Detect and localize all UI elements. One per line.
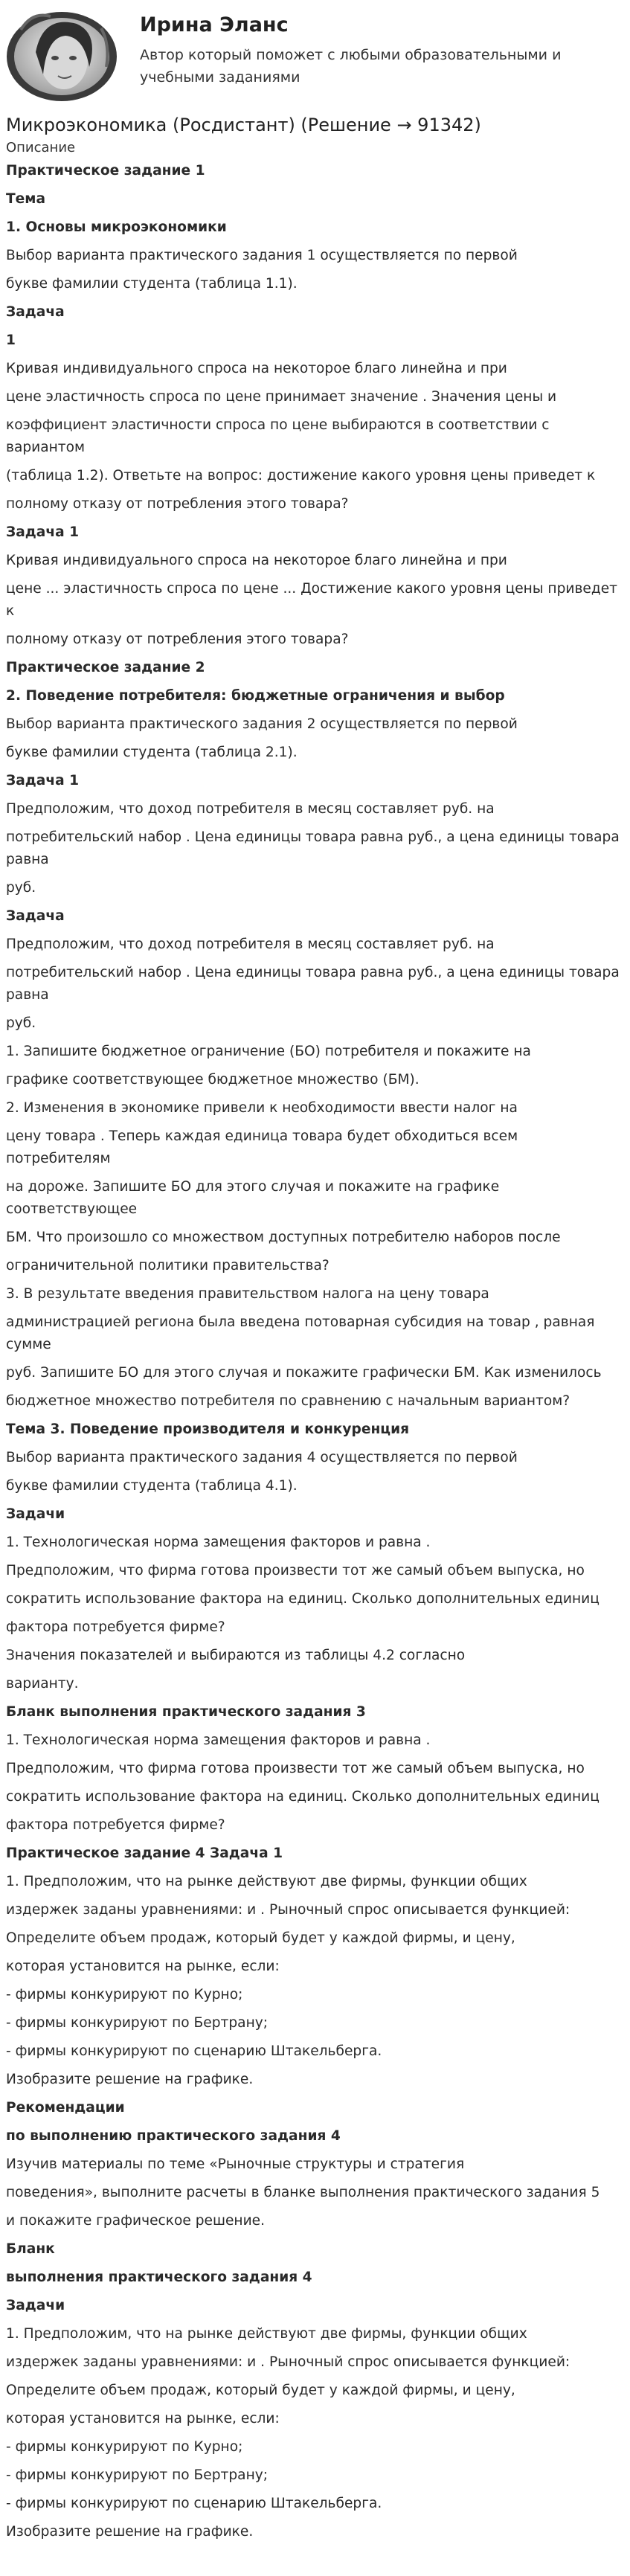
paragraph-line: Выбор варианта практического задания 1 осуществляется по первой — [6, 248, 518, 263]
section-heading: выполнения практического задания 4 — [6, 2270, 312, 2285]
description-label: Описание — [6, 140, 76, 155]
author-card — [6, 7, 624, 110]
paragraph-line: которая установится на рынке, если: — [6, 1959, 280, 1974]
paragraph-line: Кривая индивидуального спроса на некоторое благо линейна и при — [6, 361, 507, 376]
paragraph-line: цене ... эластичность спроса по цене ... Достижение какого уровня цены приведет к — [6, 581, 617, 619]
paragraph-line: Значения показателей и выбираются из таблицы 4.2 согласно — [6, 1648, 466, 1663]
paragraph-line: варианту. — [6, 1676, 79, 1692]
author-description: Автор который поможет с любыми образовательными и учебными заданиями — [140, 47, 562, 86]
paragraph-line: Изобразите решение на графике. — [6, 2072, 254, 2087]
paragraph-line: букве фамилии студента (таблица 1.1). — [6, 276, 298, 292]
section-heading: Практическое задание 4 Задача 1 — [6, 1846, 283, 1861]
section-heading: по выполнению практического задания 4 — [6, 2128, 341, 2144]
paragraph-line: сократить использование фактора на единиц. Сколько дополнительных единиц — [6, 1591, 600, 1607]
paragraph-line: Изучив материалы по теме «Рыночные структуры и стратегия — [6, 2156, 465, 2172]
paragraph-line: 1. Технологическая норма замещения факторов и равна . — [6, 1535, 431, 1550]
paragraph-line: 1. Предположим, что на рынке действуют две фирмы, функции общих — [6, 1874, 527, 1889]
paragraph-line: (таблица 1.2). Ответьте на вопрос: достижение какого уровня цены приведет к — [6, 468, 596, 484]
paragraph-line: Предположим, что фирма готова произвести тот же самый объем выпуска, но — [6, 1563, 585, 1578]
paragraph-line: 3. В результате введения правительством налога на цену товара — [6, 1286, 489, 1302]
paragraph-line: Выбор варианта практического задания 2 осуществляется по первой — [6, 716, 518, 732]
section-heading: 1 — [6, 333, 16, 348]
work-title: Микроэкономика (Росдистант) (Решение → 91342) — [6, 115, 481, 135]
section-heading: Тема — [6, 191, 46, 207]
paragraph-line: Предположим, что доход потребителя в месяц составляет руб. на — [6, 937, 495, 952]
paragraph-line: фактора потребуется фирме? — [6, 1619, 225, 1635]
paragraph-line: - фирмы конкурируют по Курно; — [6, 1987, 243, 2002]
paragraph-line: 1. Предположим, что на рынке действуют две фирмы, функции общих — [6, 2326, 527, 2342]
paragraph-line: издержек заданы уравнениями: и . Рыночный спрос описывается функцией: — [6, 1902, 570, 1918]
paragraph-line: на дороже. Запишите БО для этого случая и покажите на графике соответствующее — [6, 1179, 500, 1217]
paragraph-line: - фирмы конкурируют по сценарию Штакельберга. — [6, 2496, 382, 2511]
section-heading: Бланк — [6, 2241, 55, 2257]
paragraph-line: Выбор варианта практического задания 4 осуществляется по первой — [6, 1450, 518, 1465]
paragraph-line: издержек заданы уравнениями: и . Рыночный спрос описывается функцией: — [6, 2354, 570, 2370]
section-heading: Задача — [6, 908, 65, 924]
paragraph-line: - фирмы конкурируют по сценарию Штакельберга. — [6, 2043, 382, 2059]
section-heading: Задачи — [6, 2298, 65, 2313]
paragraph-line: Изобразите решение на графике. — [6, 2524, 254, 2540]
paragraph-line: Определите объем продаж, который будет у каждой фирмы, и цену, — [6, 2383, 515, 2398]
section-heading: 1. Основы микроэкономики — [6, 219, 227, 235]
paragraph-line: руб. — [6, 880, 36, 896]
section-heading: Задача 1 — [6, 524, 80, 540]
paragraph-line: Определите объем продаж, который будет у каждой фирмы, и цену, — [6, 1930, 515, 1946]
section-heading: Задача 1 — [6, 773, 80, 788]
paragraph-line: цене эластичность спроса по цене принимает значение . Значения цены и — [6, 389, 557, 405]
paragraph-line: БМ. Что произошло со множеством доступных потребителю наборов после — [6, 1230, 561, 1245]
paragraph-line: полному отказу от потребления этого товара? — [6, 632, 349, 647]
section-heading: Бланк выполнения практического задания 3 — [6, 1704, 366, 1720]
section-heading: Тема 3. Поведение производителя и конкуренция — [6, 1422, 410, 1437]
paragraph-line: фактора потребуется фирме? — [6, 1817, 225, 1833]
paragraph-line: сократить использование фактора на единиц. Сколько дополнительных единиц — [6, 1789, 600, 1805]
paragraph-line: Кривая индивидуального спроса на некоторое благо линейна и при — [6, 553, 507, 568]
paragraph-line: 2. Изменения в экономике привели к необходимости ввести налог на — [6, 1100, 518, 1116]
paragraph-line: поведения», выполните расчеты в бланке выполнения практического задания 5 — [6, 2185, 600, 2200]
section-heading: Задача — [6, 304, 65, 320]
paragraph-line: потребительский набор . Цена единицы товара равна руб., а цена единицы товара равна — [6, 965, 620, 1003]
paragraph-line: коэффициент эластичности спроса по цене выбираются в соответствии с вариантом — [6, 417, 550, 455]
author-avatar[interactable] — [6, 7, 118, 103]
paragraph-line: - фирмы конкурируют по Бертрану; — [6, 2467, 269, 2483]
paragraph-line: и покажите графическое решение. — [6, 2213, 266, 2229]
paragraph-line: Предположим, что доход потребителя в месяц составляет руб. на — [6, 801, 495, 817]
paragraph-line: руб. — [6, 1015, 36, 1031]
paragraph-line: которая установится на рынке, если: — [6, 2411, 280, 2426]
paragraph-line: полному отказу от потребления этого товара? — [6, 496, 349, 512]
author-name[interactable]: Ирина Эланс — [140, 13, 289, 36]
paragraph-line: букве фамилии студента (таблица 2.1). — [6, 745, 298, 760]
paragraph-line: администрацией региона была введена потоварная субсидия на товар , равная сумме — [6, 1314, 595, 1352]
paragraph-line: 1. Технологическая норма замещения факторов и равна . — [6, 1732, 431, 1748]
description-body — [6, 157, 624, 2546]
paragraph-line: букве фамилии студента (таблица 4.1). — [6, 1478, 298, 1494]
section-heading: Практическое задание 2 — [6, 660, 205, 675]
section-heading: Рекомендации — [6, 2100, 125, 2116]
paragraph-line: руб. Запишите БО для этого случая и покажите графически БМ. Как изменилось — [6, 1365, 602, 1381]
section-heading: 2. Поведение потребителя: бюджетные ограничения и выбор — [6, 688, 505, 704]
paragraph-line: графике соответствующее бюджетное множество (БМ). — [6, 1072, 420, 1088]
paragraph-line: бюджетное множество потребителя по сравнению с начальным вариантом? — [6, 1393, 570, 1409]
paragraph-line: - фирмы конкурируют по Бертрану; — [6, 2015, 269, 2031]
paragraph-line: Предположим, что фирма готова произвести тот же самый объем выпуска, но — [6, 1761, 585, 1776]
section-heading: Задачи — [6, 1506, 65, 1522]
paragraph-line: ограничительной политики правительства? — [6, 1258, 330, 1273]
paragraph-line: потребительский набор . Цена единицы товара равна руб., а цена единицы товара равна — [6, 829, 620, 867]
paragraph-line: 1. Запишите бюджетное ограничение (БО) потребителя и покажите на — [6, 1044, 531, 1059]
section-heading: Практическое задание 1 — [6, 163, 205, 179]
paragraph-line: цену товара . Теперь каждая единица товара будет обходиться всем потребителям — [6, 1128, 518, 1166]
paragraph-line: - фирмы конкурируют по Курно; — [6, 2439, 243, 2455]
